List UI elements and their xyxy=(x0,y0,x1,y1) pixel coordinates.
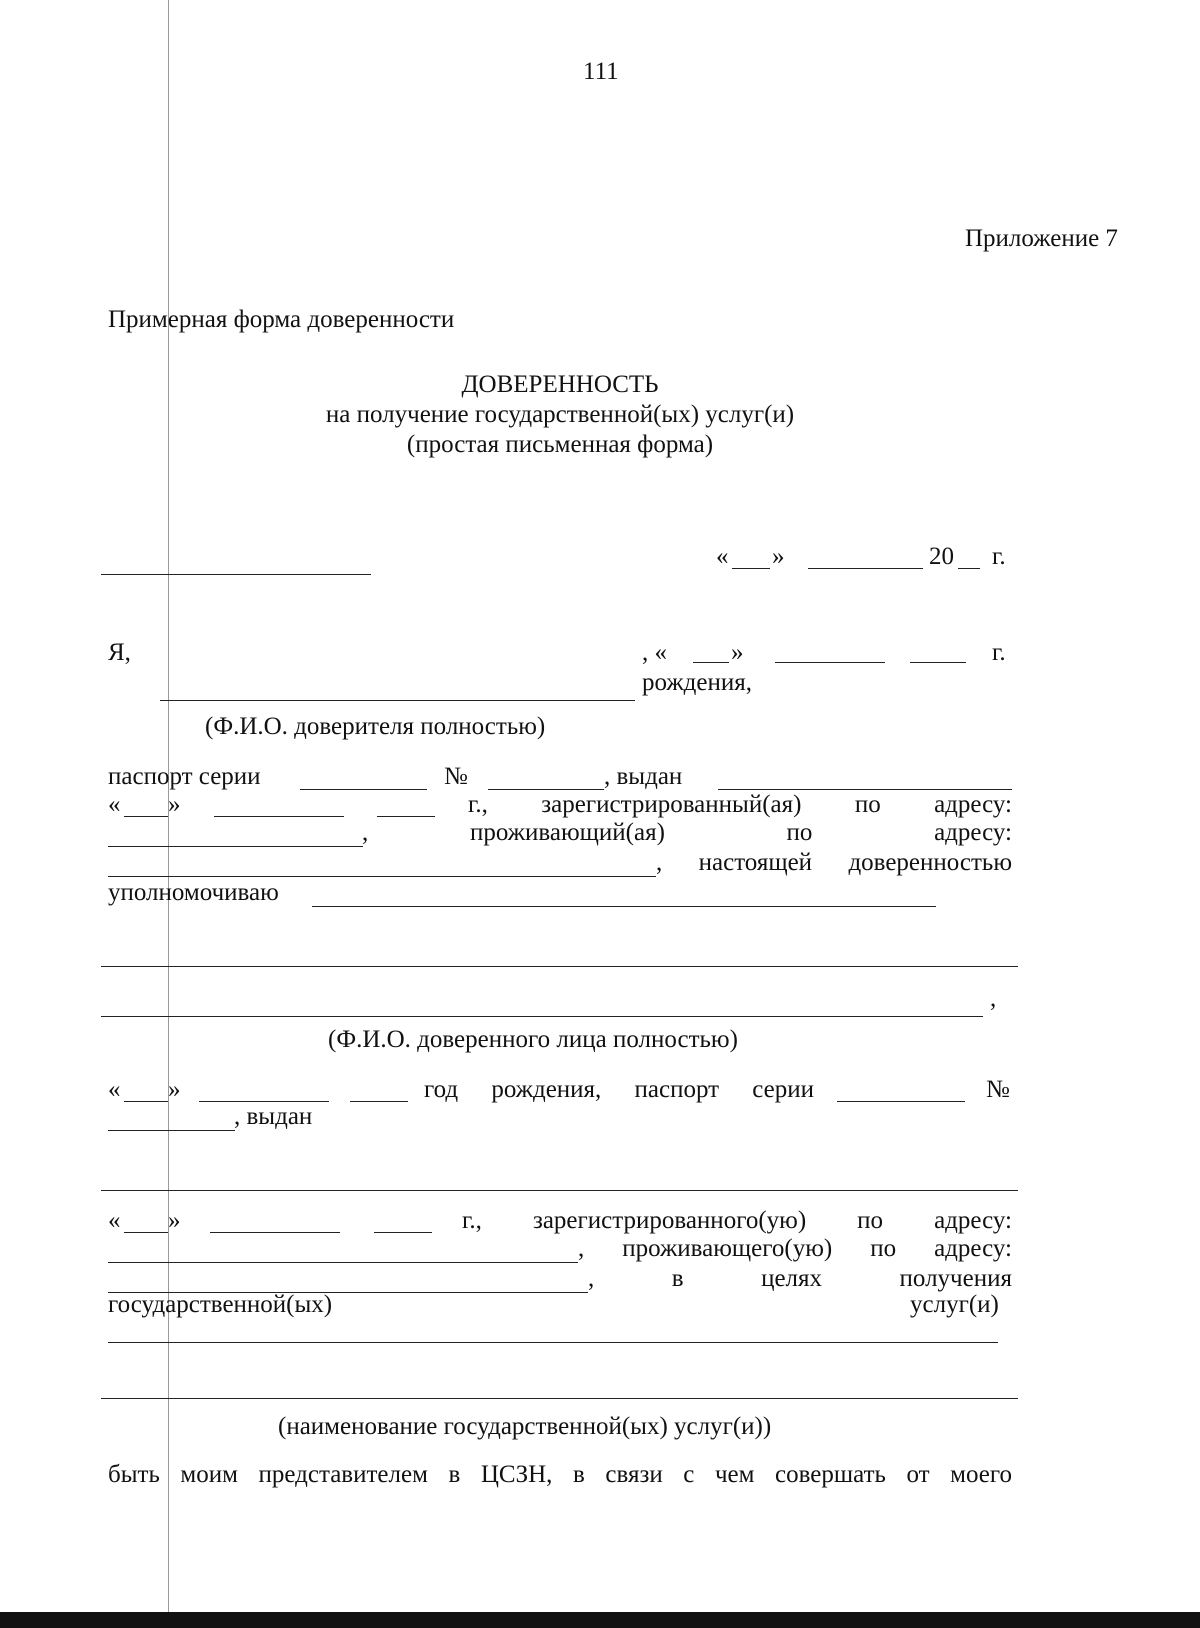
scan-bottom-edge xyxy=(0,1612,1200,1628)
principal-quote-close: » xyxy=(731,639,744,666)
place-field-line xyxy=(101,574,371,575)
principal-name-line xyxy=(160,700,635,701)
date-quote-open: « xyxy=(716,543,729,570)
attorney-registered-line xyxy=(108,1262,578,1263)
principal-comma-quote: , « xyxy=(642,639,667,666)
attorney-birth-quote-close: » xyxy=(168,1076,181,1103)
registered-address-line xyxy=(108,846,363,847)
attorney-birth-quote-open: « xyxy=(108,1076,121,1103)
attorney-trailing-comma: , xyxy=(990,985,997,1012)
principal-ya: Я, xyxy=(108,639,131,666)
attorney-birth-passport-label: год рождения, паспорт серии xyxy=(424,1076,814,1103)
principal-birth-word: рождения, xyxy=(642,669,752,696)
attorney-passport-quote-close: » xyxy=(168,1207,181,1234)
passport-series-line xyxy=(300,789,427,790)
services-caption: (наименование государственной(ых) услуг(и)) xyxy=(278,1413,772,1440)
attorney-caption: (Ф.И.О. доверенного лица полностью) xyxy=(328,1026,738,1053)
authorize-label: уполномочиваю xyxy=(108,879,279,906)
purpose-label: , в целях получения xyxy=(588,1265,1012,1292)
attorney-passport-day-line xyxy=(124,1232,168,1233)
attorney-passport-number-line xyxy=(108,1130,235,1131)
principal-registered-label: г., зарегистрированный(ая) по адресу: xyxy=(468,791,1012,818)
passport-year-line xyxy=(377,816,435,817)
document-title: ДОВЕРЕННОСТЬ xyxy=(461,371,659,398)
date-year-prefix: 20 xyxy=(929,543,954,570)
date-month-line xyxy=(808,568,923,569)
principal-living-label: проживающий(ая) по адресу: xyxy=(470,819,1012,846)
attorney-name-line-2 xyxy=(101,1016,983,1017)
date-quote-close: » xyxy=(772,543,785,570)
form-caption: Примерная форма доверенности xyxy=(108,306,455,333)
attorney-birth-day-line xyxy=(124,1101,168,1102)
attorney-living-label: , проживающего(ую) по адресу: xyxy=(578,1235,1012,1262)
attorney-birth-year-line xyxy=(350,1101,408,1102)
passport-number-sign: № xyxy=(444,763,468,790)
state-services-label: государственной(ых) xyxy=(108,1291,333,1318)
page-number: 111 xyxy=(583,58,619,85)
living-address-line xyxy=(108,876,656,877)
principal-birth-year-line xyxy=(910,662,966,663)
services-label: услуг(и) xyxy=(910,1291,999,1318)
attorney-passport-year-line xyxy=(374,1232,432,1233)
principal-birth-day-line xyxy=(693,662,729,663)
passport-issued-label: , выдан xyxy=(604,763,683,790)
attorney-issued-label: , выдан xyxy=(234,1103,313,1130)
services-line-2 xyxy=(101,1398,1018,1399)
passport-date-quote-close: » xyxy=(168,791,181,818)
attorney-passport-series-line xyxy=(837,1101,965,1102)
attorney-number-sign: № xyxy=(986,1076,1010,1103)
services-line-1 xyxy=(108,1342,998,1343)
by-this-power-label: , настоящей доверенностью xyxy=(656,849,1012,876)
attorney-name-line-1 xyxy=(101,966,1018,967)
principal-g: г. xyxy=(992,639,1006,666)
document-subtitle-form: (простая письменная форма) xyxy=(406,431,714,458)
passport-month-line xyxy=(214,816,344,817)
attorney-issued-line xyxy=(101,1190,1018,1191)
passport-day-line xyxy=(124,816,168,817)
attorney-passport-quote-open: « xyxy=(108,1207,121,1234)
final-paragraph-line: быть моим представителем в ЦСЗН, в связи с чем совершать от моего xyxy=(108,1461,1012,1488)
document-subtitle: на получение государственной(ых) услуг(и) xyxy=(325,401,795,428)
passport-series-label: паспорт серии xyxy=(108,763,261,790)
passport-date-quote-open: « xyxy=(108,791,121,818)
attorney-passport-month-line xyxy=(210,1232,340,1233)
principal-birth-month-line xyxy=(775,662,885,663)
registered-address-comma: , xyxy=(362,819,369,846)
authorize-line xyxy=(312,906,936,907)
attorney-registered-label: г., зарегистрированного(ую) по адресу: xyxy=(462,1207,1012,1234)
date-year-suffix: г. xyxy=(992,543,1006,570)
principal-caption: (Ф.И.О. доверителя полностью) xyxy=(205,713,546,740)
date-year-line xyxy=(958,568,980,569)
date-day-line xyxy=(732,568,770,569)
appendix-label: Приложение 7 xyxy=(965,225,1118,252)
